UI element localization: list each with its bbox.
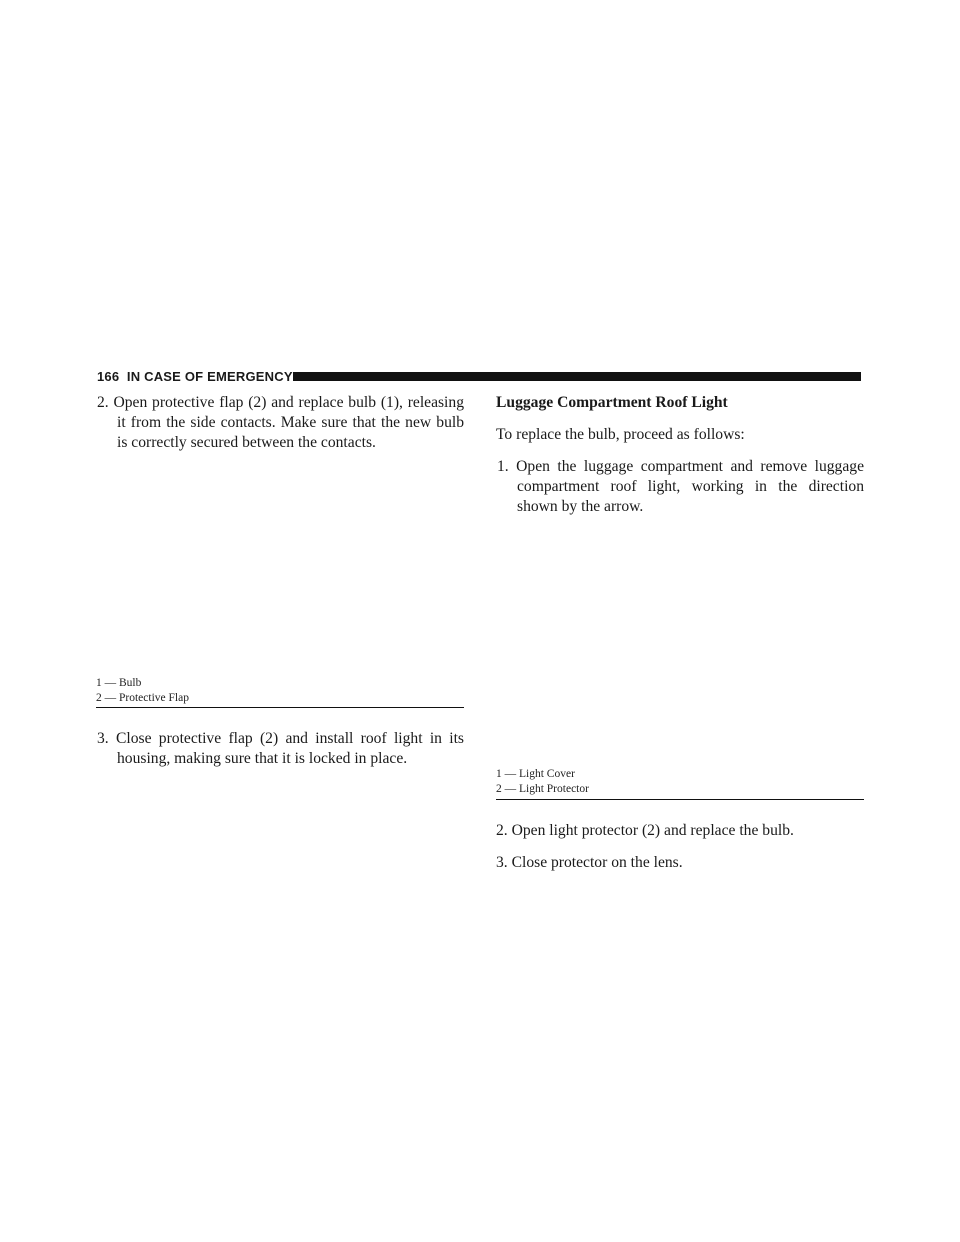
left-legend-rule [96, 707, 464, 708]
page-number: 166 [97, 369, 120, 384]
right-step-3: 3. Close protector on the lens. [496, 854, 683, 871]
left-step-3: 3. Close protective flap (2) and install roof light in its housing, making sure that it is locked in place. [97, 730, 464, 767]
left-step-2: 2. Open protective flap (2) and replace bulb (1), releasing it from the side contacts. Make sure that the new bulb is correctly secured between the contacts. [97, 394, 464, 451]
right-legend-2: 2 — Light Protector [496, 783, 589, 795]
roof-light-figure-placeholder [496, 528, 864, 762]
right-step-2: 2. Open light protector (2) and replace the bulb. [496, 822, 794, 839]
right-legend-rule [496, 799, 864, 800]
page-number-and-section [97, 369, 293, 385]
page-header [97, 369, 861, 385]
section-title: IN CASE OF EMERGENCY [126, 369, 293, 384]
bulb-figure-placeholder [96, 460, 464, 670]
header-rule [293, 372, 861, 381]
left-legend-1: 1 — Bulb [96, 677, 142, 689]
intro-text: To replace the bulb, proceed as follows: [496, 426, 745, 443]
right-legend-1: 1 — Light Cover [496, 768, 575, 780]
right-step-1: 1. Open the luggage compartment and remove luggage compartment roof light, working in the direction shown by the arrow. [497, 458, 864, 515]
section-heading: Luggage Compartment Roof Light [496, 394, 728, 411]
left-legend-2: 2 — Protective Flap [96, 692, 189, 704]
